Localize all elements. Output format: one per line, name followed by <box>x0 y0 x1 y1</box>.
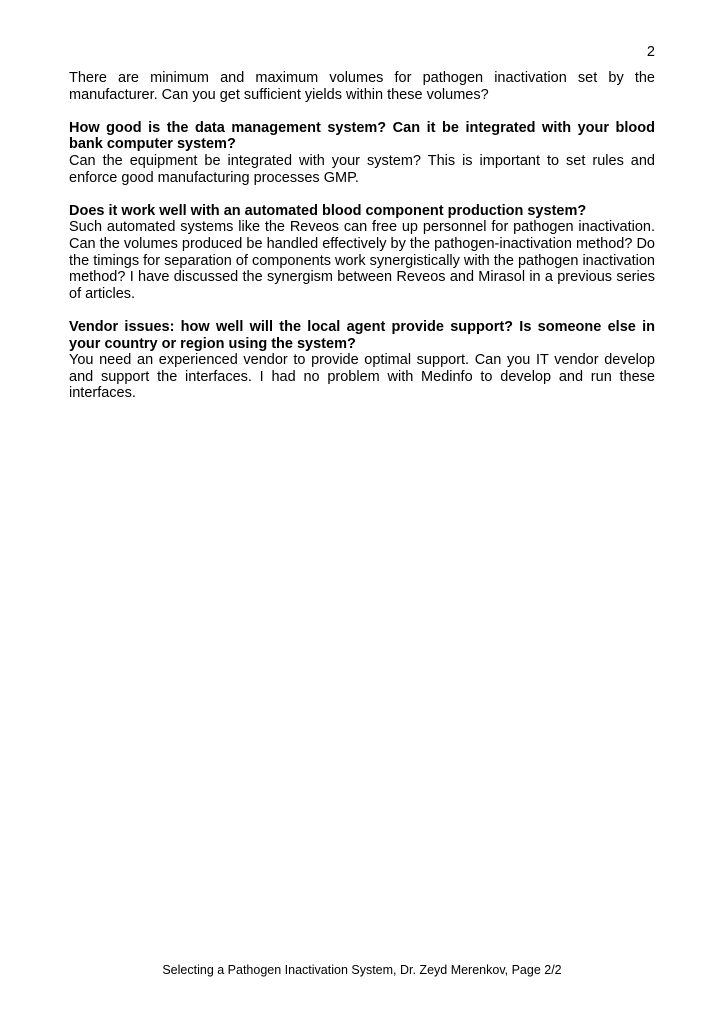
document-body <box>69 70 655 402</box>
section-heading: Does it work well with an automated blood component production system? <box>69 202 587 219</box>
paragraph-spacer <box>69 103 655 120</box>
section-heading: Vendor issues: how well will the local agent provide support? Is someone else in your country or region using the system? <box>69 318 655 352</box>
section-body: You need an experienced vendor to provide optimal support. Can you IT vendor develop and support the interfaces. I had no problem with Medinfo to develop and run these interfaces. <box>69 352 655 402</box>
section-automated-production <box>69 203 655 303</box>
paragraph-spacer <box>69 186 655 203</box>
paragraph-spacer <box>69 302 655 319</box>
intro-paragraph: There are minimum and maximum volumes for pathogen inactivation set by the manufacturer. Can you get sufficient yields within these volumes? <box>69 70 655 103</box>
section-heading: How good is the data management system? Can it be integrated with your blood bank computer system? <box>69 119 655 153</box>
section-body: Such automated systems like the Reveos can free up personnel for pathogen inactivation. Can the volumes produced be handled effectively by the pathogen-inactivation method? Do the timings for separation of components work synergistically with the pathogen inactivation method? I have discussed the synergism between Reveos and Mirasol in a previous series of articles. <box>69 219 655 302</box>
section-body: Can the equipment be integrated with your system? This is important to set rules and enforce good manufacturing processes GMP. <box>69 152 655 186</box>
page-footer: Selecting a Pathogen Inactivation System, Dr. Zeyd Merenkov, Page 2/2 <box>162 963 562 977</box>
page-number: 2 <box>646 44 655 60</box>
section-data-management <box>69 120 655 186</box>
section-vendor-issues <box>69 319 655 402</box>
